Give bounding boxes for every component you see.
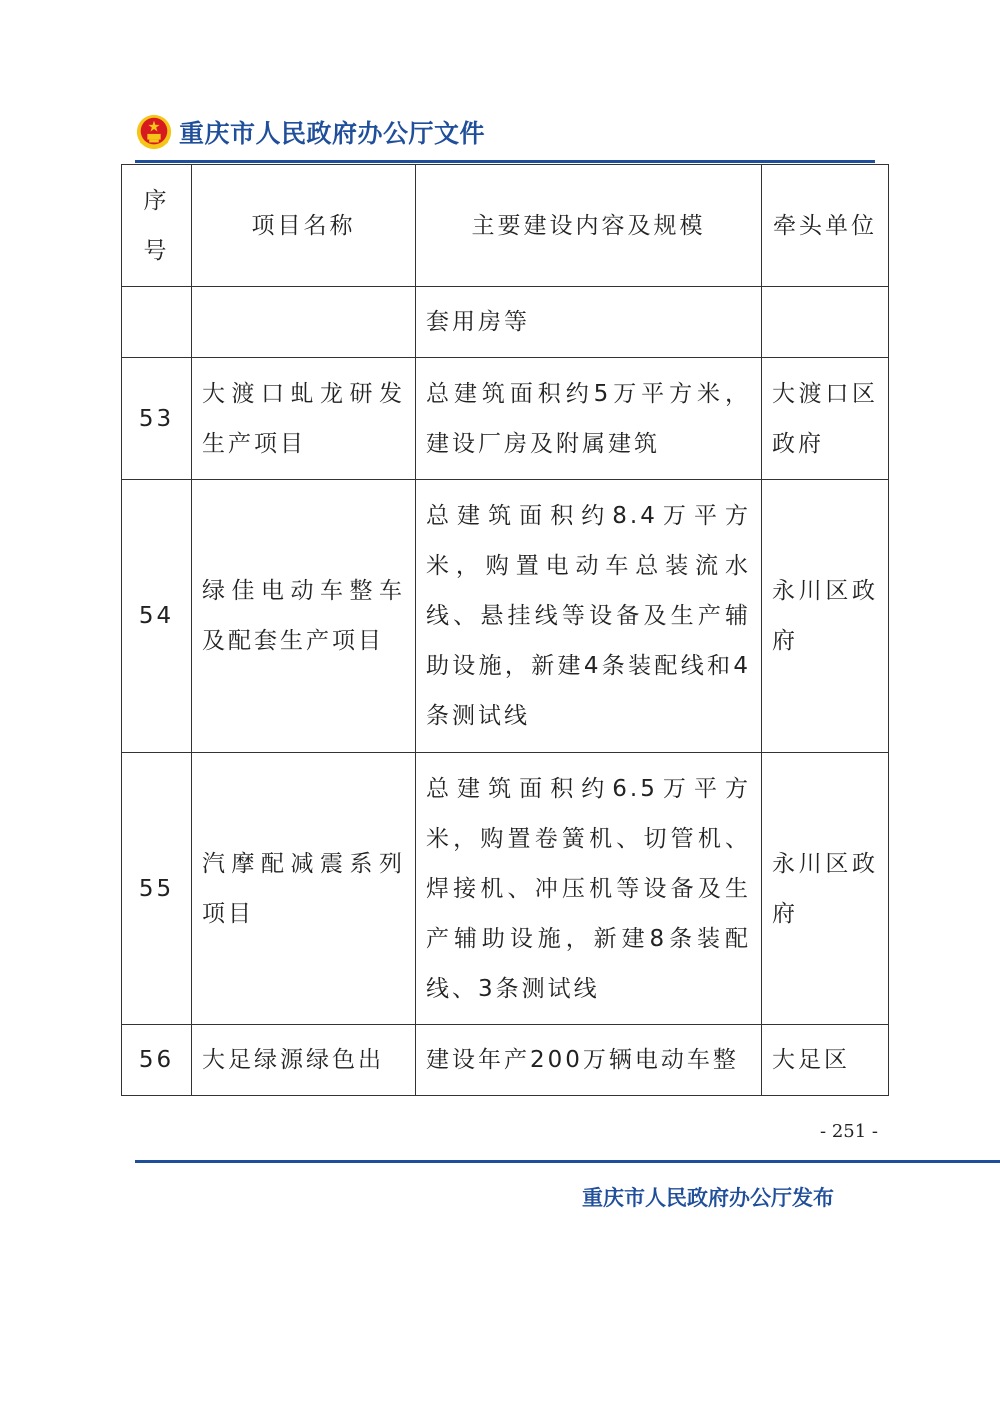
row-content: 总建筑面积约5万平方米，建设厂房及附属建筑 xyxy=(416,358,762,480)
row-content: 套用房等 xyxy=(416,287,762,358)
row-name: 大足绿源绿色出 xyxy=(192,1025,416,1096)
table-row xyxy=(122,287,889,358)
project-table xyxy=(121,164,889,1096)
row-no xyxy=(122,287,192,358)
row-unit: 永川区政府 xyxy=(762,480,889,753)
page-number: - 251 - xyxy=(820,1121,878,1142)
footer-divider xyxy=(135,1160,1000,1163)
table-row xyxy=(122,753,889,1025)
row-unit: 大足区 xyxy=(762,1025,889,1096)
header-divider xyxy=(135,160,875,163)
table-header-row xyxy=(122,165,889,287)
row-name: 绿佳电动车整车及配套生产项目 xyxy=(192,480,416,753)
row-unit: 永川区政府 xyxy=(762,753,889,1025)
document-title: 重庆市人民政府办公厅文件 xyxy=(179,119,486,148)
table-row xyxy=(122,1025,889,1096)
table-row xyxy=(122,358,889,480)
header-name: 项目名称 xyxy=(192,165,416,287)
header-unit: 牵头单位 xyxy=(762,165,889,287)
row-unit xyxy=(762,287,889,358)
row-no: 56 xyxy=(122,1025,192,1096)
header-content: 主要建设内容及规模 xyxy=(416,165,762,287)
row-content: 建设年产200万辆电动车整 xyxy=(416,1025,762,1096)
row-no: 53 xyxy=(122,358,192,480)
row-content: 总建筑面积约8.4万平方米，购置电动车总装流水线、悬挂线等设备及生产辅助设施，新建4条装配线和4条测试线 xyxy=(416,480,762,753)
document-header xyxy=(135,108,485,156)
row-content: 总建筑面积约6.5万平方米，购置卷簧机、切管机、焊接机、冲压机等设备及生产辅助设施，新建8条装配线、3条测试线 xyxy=(416,753,762,1025)
row-name: 大渡口虬龙研发生产项目 xyxy=(192,358,416,480)
national-emblem-icon xyxy=(135,113,173,151)
row-unit: 大渡口区政府 xyxy=(762,358,889,480)
row-name: 汽摩配减震系列项目 xyxy=(192,753,416,1025)
publisher-label: 重庆市人民政府办公厅发布 xyxy=(582,1185,834,1210)
row-no: 54 xyxy=(122,480,192,753)
row-no: 55 xyxy=(122,753,192,1025)
row-name xyxy=(192,287,416,358)
header-no: 序号 xyxy=(122,165,192,287)
table-row xyxy=(122,480,889,753)
